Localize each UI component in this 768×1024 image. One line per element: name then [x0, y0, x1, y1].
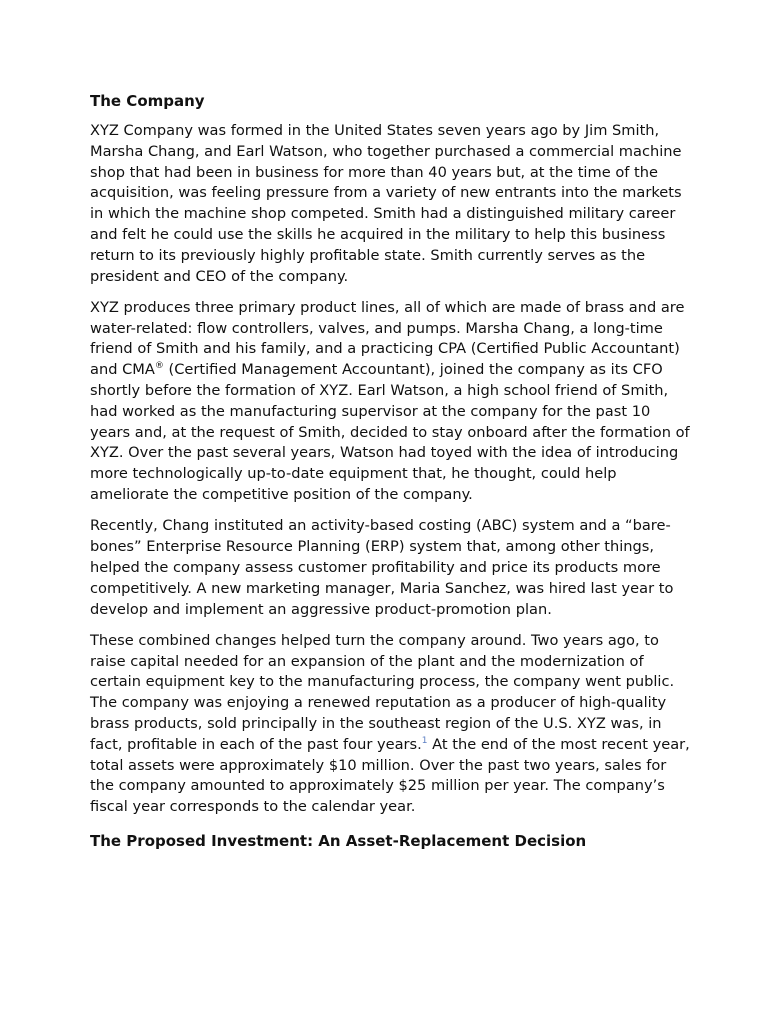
- paragraph-company-formation: [90, 121, 690, 287]
- paragraph-product-lines: [90, 298, 690, 506]
- paragraph-4-text-a: These combined changes helped turn the company around. Two years ago, to raise capital needed for an expansion of the plant and the modernization of certain equipment key to the manufacturing process, the company went public. The company was enjoying a renewed reputation as a producer of high-quality brass products, sold principally in the southeast region of the U.S. XYZ was, in fact, profitable in each of the past four years.: [90, 631, 675, 753]
- section-heading-company: The Company: [90, 92, 205, 110]
- paragraph-4-text-b: At the end of the most recent year, total assets were approximately $10 million. Over the past two years, sales for the company amounted to approximately $25 million per year. The company’s fiscal year corresponds to the calendar year.: [90, 735, 690, 816]
- paragraph-1-text: XYZ Company was formed in the United States seven years ago by Jim Smith, Marsha Chang, and Earl Watson, who together purchased a commercial machine shop that had been in business for more than 40 years but, at the time of the acquisition, was feeling pressure from a variety of new entrants into the markets in which the machine shop competed. Smith had a distinguished military career and felt he could use the skills he acquired in the military to help this business return to its previously highly profitable state. Smith currently serves as the president and CEO of the company.: [90, 122, 682, 285]
- paragraph-2-text-b: (Certified Management Accountant), joined the company as its CFO shortly before the formation of XYZ. Earl Watson, a high school friend of Smith, had worked as the manufacturing supervisor at the company for the past 10 years and, at the request of Smith, decided to stay onboard after the formation of XYZ. Over the past several years, Watson had toyed with the idea of introducing more technologically up-to-date equipment that, he thought, could help ameliorate the competitive position of the company.: [90, 361, 690, 504]
- registered-mark: ®: [154, 361, 164, 372]
- paragraph-3-text: Recently, Chang instituted an activity-based costing (ABC) system and a “bare-bones” Enterprise Resource Planning (ERP) system that, among other things, helped the company assess customer profitability and price its products more competitively. A new marketing manager, Maria Sanchez, was hired last year to develop and implement an aggressive product-promotion plan.: [90, 517, 674, 618]
- section-heading-investment: The Proposed Investment: An Asset-Replacement Decision: [90, 831, 587, 850]
- paragraph-2-text-a: XYZ produces three primary product lines, all of which are made of brass and are water-related: flow controllers, valves, and pumps. Marsha Chang, a long-time friend of Smith and his family, and a practicing CPA (Certified Public Accountant) and CMA: [90, 298, 685, 379]
- paragraph-turnaround: [90, 631, 690, 818]
- footnote-link[interactable]: 1: [421, 735, 428, 746]
- document-page: [90, 89, 690, 861]
- paragraph-abc-erp: [90, 516, 690, 620]
